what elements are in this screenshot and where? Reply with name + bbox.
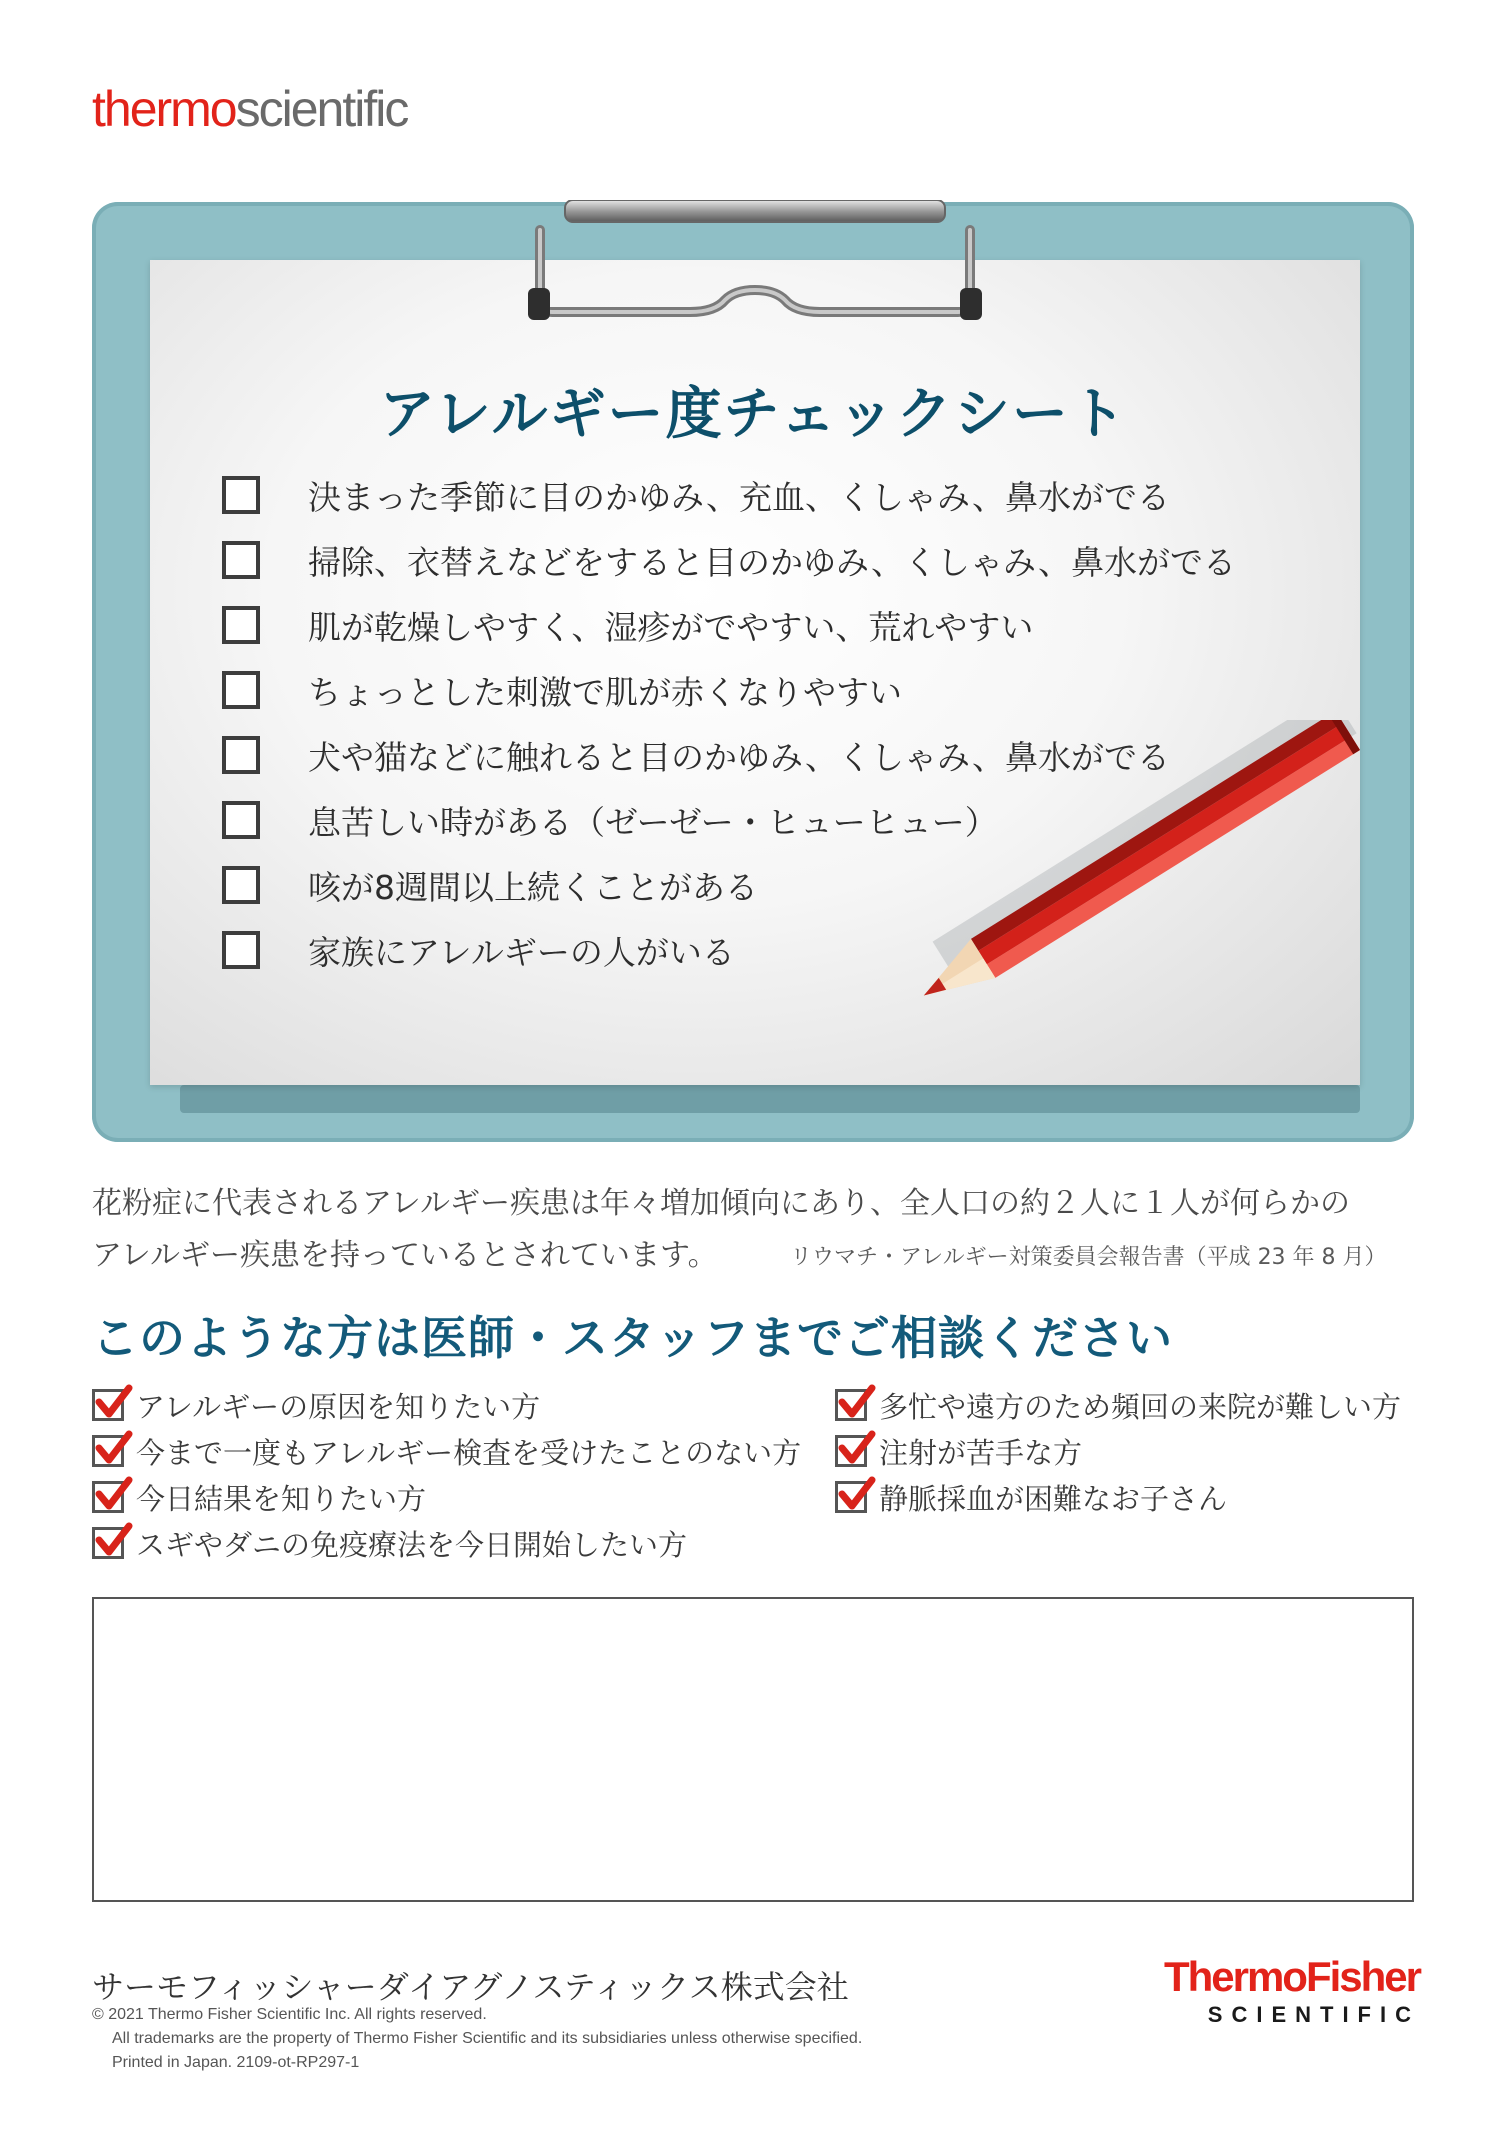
consult-heading: このような方は医師・スタッフまでご相談ください [92, 1311, 1173, 1365]
copyright-text: © 2021 Thermo Fisher Scientific Inc. All rights reserved. [92, 2006, 487, 2023]
checkbox[interactable] [222, 541, 260, 579]
checklist-item-label: 決まった季節に目のかゆみ、充血、くしゃみ、鼻水がでる [308, 477, 1170, 517]
checklist-item[interactable] [222, 665, 902, 715]
checklist-item[interactable] [222, 925, 735, 975]
statement-source: リウマチ・アレルギー対策委員会報告書（平成 23 年 8 月） [790, 1245, 1387, 1270]
consult-item-label: アレルギーの原因を知りたい方 [136, 1389, 541, 1424]
consult-item [835, 1477, 1227, 1517]
consult-item [92, 1523, 687, 1563]
logo-scientific-text: scientific [235, 81, 408, 137]
checklist-item[interactable] [222, 470, 1170, 520]
consult-item-label: スギやダニの免疫療法を今日開始したい方 [136, 1527, 688, 1562]
red-pencil-icon [860, 720, 1380, 1050]
paper-shadow [180, 1085, 1360, 1113]
checklist-item[interactable] [222, 535, 1236, 585]
checklist-item-label: 息苦しい時がある（ゼーゼー・ヒューヒュー） [308, 802, 998, 842]
trademark-text: All trademarks are the property of Thermo Fisher Scientific and its subsidiaries unless otherwise specified. [112, 2030, 863, 2047]
checklist-item[interactable] [222, 860, 758, 910]
checkbox[interactable] [222, 606, 260, 644]
consult-item [835, 1385, 1401, 1425]
checklist-item-label: ちょっとした刺激で肌が赤くなりやすい [308, 672, 902, 712]
checkbox[interactable] [222, 671, 260, 709]
logo-thermo-text: thermo [92, 81, 236, 137]
consult-item-label: 注射が苦手な方 [879, 1435, 1083, 1470]
thermo-scientific-logo [92, 81, 408, 137]
checklist-item-label: 犬や猫などに触れると目のかゆみ、くしゃみ、鼻水がでる [308, 737, 1170, 777]
red-check-icon [835, 1435, 867, 1467]
checkbox[interactable] [222, 736, 260, 774]
memo-box [92, 1597, 1414, 1902]
checklist-item-label: 肌が乾燥しやすく、湿疹がでやすい、荒れやすい [308, 607, 1034, 647]
checklist-item[interactable] [222, 600, 1033, 650]
consult-item [92, 1477, 426, 1517]
consult-item [92, 1385, 540, 1425]
checkbox[interactable] [222, 866, 260, 904]
consult-item-label: 今まで一度もアレルギー検査を受けたことのない方 [136, 1435, 802, 1470]
statement-line: 花粉症に代表されるアレルギー疾患は年々増加傾向にあり、全人口の約２人に１人が何らかの [92, 1186, 1351, 1221]
checklist-item-label: 掃除、衣替えなどをすると目のかゆみ、くしゃみ、鼻水がでる [308, 542, 1236, 582]
red-check-icon [92, 1481, 124, 1513]
checklist-item-label: 家族にアレルギーの人がいる [308, 932, 735, 972]
consult-item [92, 1431, 801, 1471]
red-check-icon [92, 1527, 124, 1559]
consult-item-label: 多忙や遠方のため頻回の来院が難しい方 [879, 1389, 1402, 1424]
checkbox[interactable] [222, 801, 260, 839]
printed-code: Printed in Japan. 2109-ot-RP297-1 [112, 2054, 360, 2071]
company-name: サーモフィッシャーダイアグノスティックス株式会社 [92, 1968, 849, 2006]
clipboard-clip-icon [520, 200, 990, 330]
checkbox[interactable] [222, 476, 260, 514]
checklist-item-label: 咳が8週間以上続くことがある [308, 867, 758, 907]
logo-scientific-text: SCIENTIFIC [1207, 2002, 1420, 2027]
logo-thermofisher-text: ThermoFisher [1163, 1953, 1420, 2000]
consult-item-label: 今日結果を知りたい方 [136, 1481, 427, 1516]
red-check-icon [835, 1389, 867, 1421]
red-check-icon [92, 1435, 124, 1467]
red-check-icon [835, 1481, 867, 1513]
thermo-fisher-logo [1110, 1953, 1420, 2028]
consult-item-label: 静脈採血が困難なお子さん [879, 1481, 1228, 1516]
checklist-title: アレルギー度チェックシート [379, 382, 1128, 447]
statement-line: アレルギー疾患を持っているとされています。 [92, 1238, 718, 1273]
consult-item [835, 1431, 1082, 1471]
red-check-icon [92, 1389, 124, 1421]
checkbox[interactable] [222, 931, 260, 969]
